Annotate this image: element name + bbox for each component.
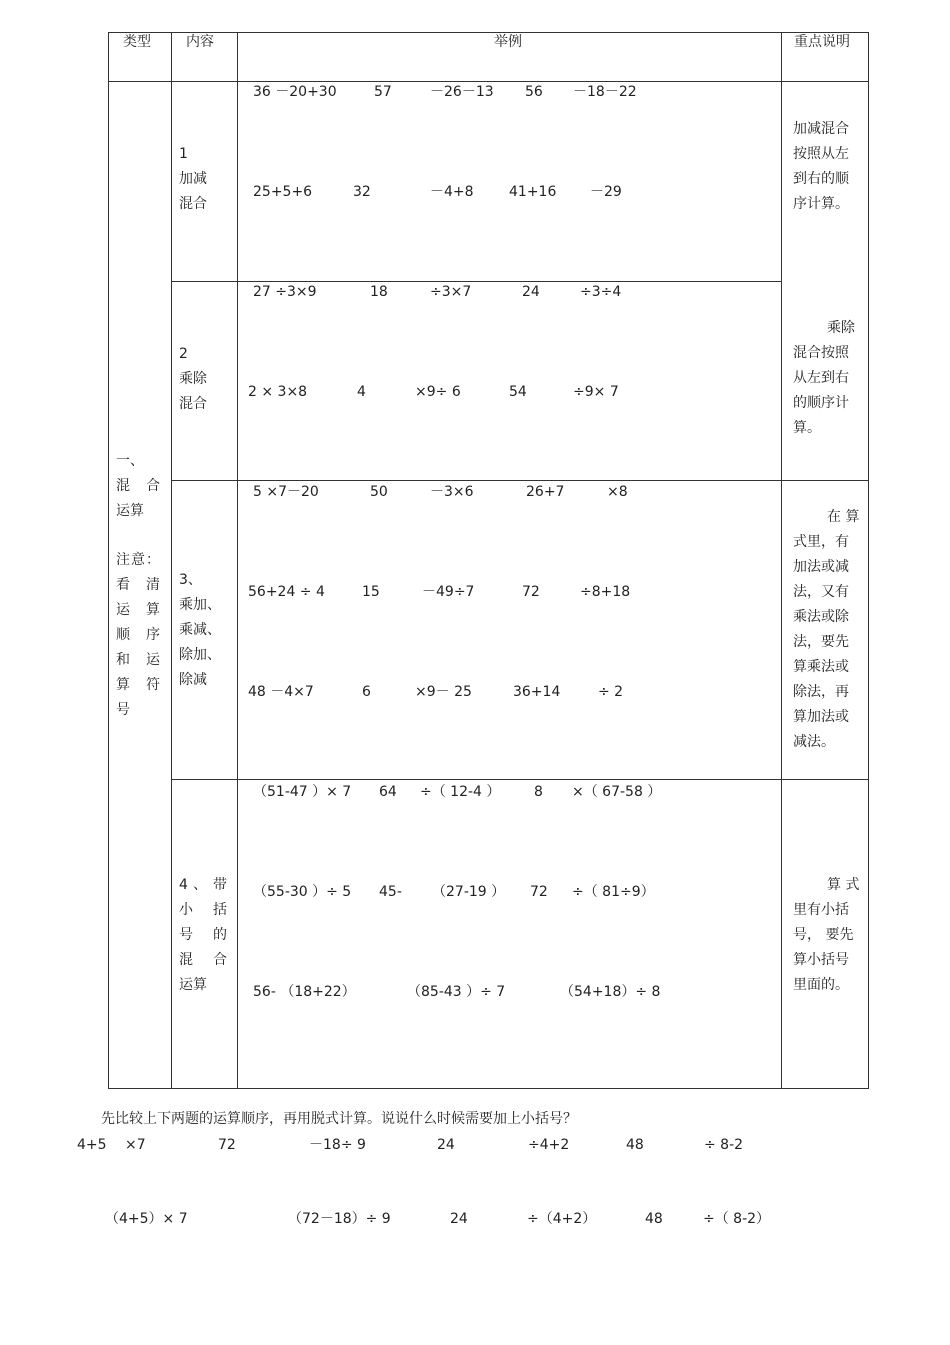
- content-line: 乘加、: [179, 597, 221, 613]
- key-line: 乘除: [827, 320, 855, 336]
- content-line: 小 括: [179, 902, 227, 918]
- key-line: 除法，再: [793, 684, 849, 700]
- row-divider-1: [171, 281, 781, 282]
- content-line: 运算: [179, 977, 207, 993]
- expression: （85-43 ）÷ 7: [407, 984, 506, 1000]
- header-type: 类型: [123, 34, 151, 50]
- exercise-expression: ÷（4+2）: [527, 1211, 597, 1227]
- content-line: 除减: [179, 672, 207, 688]
- content-line: 1: [179, 146, 188, 162]
- expression: ÷（ 81÷9）: [572, 884, 655, 900]
- category-note: [116, 548, 160, 723]
- note-line: 号: [116, 702, 130, 718]
- note-line: 顺 序: [116, 627, 160, 643]
- expression: 41+16: [509, 184, 557, 200]
- row2-key: [793, 316, 855, 441]
- row2-content: [179, 342, 207, 417]
- expression: 24: [522, 284, 540, 300]
- header-content: 内容: [186, 34, 214, 50]
- expression: 15: [362, 584, 380, 600]
- exercise-expression: （4+5）× 7: [105, 1211, 188, 1227]
- key-line: 里有小括: [793, 902, 849, 918]
- content-line: 加减: [179, 171, 207, 187]
- expression: 64: [379, 784, 397, 800]
- row4-key: [793, 873, 859, 998]
- key-line: 序计算。: [793, 196, 849, 212]
- key-line: 式里，有: [793, 534, 849, 550]
- key-line: 法，又有: [793, 584, 849, 600]
- category-line1: 一、: [116, 453, 144, 469]
- key-line: 算 式: [827, 877, 860, 893]
- table-border-left: [108, 32, 109, 1089]
- key-line: 在 算: [827, 509, 860, 525]
- content-line: 混 合: [179, 952, 227, 968]
- content-line: 混合: [179, 396, 207, 412]
- expression: 26+7: [526, 484, 565, 500]
- category-line2: 混 合: [116, 478, 160, 494]
- expression: 72: [530, 884, 548, 900]
- note-line: 注意：: [116, 552, 160, 568]
- col-divider-1: [171, 32, 172, 1089]
- expression: ×8: [607, 484, 628, 500]
- note-line: 看 清: [116, 577, 160, 593]
- key-line: 的顺序计: [793, 395, 849, 411]
- expression: 25+5+6: [253, 184, 313, 200]
- exercise-expression: 24: [450, 1211, 468, 1227]
- expression: －18－22: [573, 84, 637, 100]
- row-divider-2: [171, 480, 869, 481]
- expression: 36 －20+30: [253, 84, 337, 100]
- expression: ×9÷ 6: [415, 384, 461, 400]
- exercise-expression: ×7: [125, 1137, 146, 1153]
- note-line: 和 运: [116, 652, 160, 668]
- table-border-top: [108, 32, 869, 33]
- expression: 57: [374, 84, 392, 100]
- expression: （27-19 ）: [432, 884, 506, 900]
- key-line: 算加法或: [793, 709, 849, 725]
- expression: －26－13: [430, 84, 494, 100]
- content-line: 4 、 带: [179, 877, 227, 893]
- exercise-expression: （72－18）÷ 9: [288, 1211, 391, 1227]
- expression: －49÷7: [422, 584, 475, 600]
- exercise-expression: 24: [437, 1137, 455, 1153]
- expression: 32: [353, 184, 371, 200]
- expression: 36+14: [513, 684, 561, 700]
- expression: （54+18）÷ 8: [560, 984, 661, 1000]
- key-line: 从左到右: [793, 370, 849, 386]
- content-line: 乘除: [179, 371, 207, 387]
- col-divider-3: [781, 32, 782, 1089]
- table-header-divider: [108, 81, 869, 82]
- col-divider-2: [237, 32, 238, 1089]
- expression: （51-47 ）× 7: [253, 784, 352, 800]
- expression: ÷ 2: [598, 684, 624, 700]
- row4-content: [179, 873, 227, 998]
- row-divider-3: [171, 779, 869, 780]
- expression: 56: [525, 84, 543, 100]
- key-line: 法，要先: [793, 634, 849, 650]
- expression: 4: [357, 384, 366, 400]
- expression: 72: [522, 584, 540, 600]
- expression: 54: [509, 384, 527, 400]
- expression: 50: [370, 484, 388, 500]
- expression: 5 ×7－20: [253, 484, 319, 500]
- content-line: 3、: [179, 572, 202, 588]
- key-line: 乘法或除: [793, 609, 849, 625]
- expression: 48 －4×7: [248, 684, 314, 700]
- expression: ÷3÷4: [580, 284, 622, 300]
- exercise-prompt: 先比较上下两题的运算顺序，再用脱式计算。说说什么时候需要加上小括号？: [101, 1111, 577, 1127]
- exercise-expression: ÷4+2: [528, 1137, 570, 1153]
- key-line: 减法。: [793, 734, 835, 750]
- expression: －29: [590, 184, 622, 200]
- expression: 56- （18+22）: [253, 984, 356, 1000]
- exercise-expression: 72: [218, 1137, 236, 1153]
- expression: ÷8+18: [580, 584, 631, 600]
- content-line: 除加、: [179, 647, 221, 663]
- content-line: 乘减、: [179, 622, 221, 638]
- row1-key: [793, 117, 849, 217]
- expression: －3×6: [430, 484, 474, 500]
- expression: 18: [370, 284, 388, 300]
- key-line: 算乘法或: [793, 659, 849, 675]
- row3-content: [179, 568, 221, 693]
- key-line: 加法或减: [793, 559, 849, 575]
- exercise-expression: －18÷ 9: [309, 1137, 366, 1153]
- key-line: 加减混合: [793, 121, 849, 137]
- row1-content: [179, 142, 207, 217]
- expression: ÷3×7: [430, 284, 472, 300]
- expression: ÷9× 7: [573, 384, 619, 400]
- category-line3: 运算: [116, 503, 144, 519]
- content-line: 混合: [179, 196, 207, 212]
- exercise-expression: ÷（ 8-2）: [703, 1211, 771, 1227]
- expression: 8: [534, 784, 543, 800]
- expression: ×9－ 25: [415, 684, 472, 700]
- table-border-right: [868, 32, 869, 1089]
- content-line: 号 的: [179, 927, 227, 943]
- table-border-bottom: [108, 1088, 869, 1089]
- key-line: 号， 要先: [793, 927, 854, 943]
- key-line: 里面的。: [793, 977, 849, 993]
- note-line: 运 算: [116, 602, 160, 618]
- expression: 45-: [379, 884, 402, 900]
- expression: ×（ 67-58 ）: [572, 784, 662, 800]
- header-example: 举例: [494, 34, 522, 50]
- expression: －4+8: [430, 184, 474, 200]
- key-line: 算小括号: [793, 952, 849, 968]
- expression: 2 × 3×8: [248, 384, 308, 400]
- note-line: 算 符: [116, 677, 160, 693]
- key-line: 算。: [793, 420, 821, 436]
- row3-key: [793, 505, 859, 755]
- key-line: 到右的顺: [793, 171, 849, 187]
- exercise-expression: 48: [626, 1137, 644, 1153]
- expression: 56+24 ÷ 4: [248, 584, 325, 600]
- expression: （55-30 ）÷ 5: [253, 884, 352, 900]
- exercise-expression: ÷ 8-2: [704, 1137, 744, 1153]
- exercise-expression: 4+5: [77, 1137, 107, 1153]
- expression: 27 ÷3×9: [253, 284, 317, 300]
- exercise-expression: 48: [645, 1211, 663, 1227]
- key-line: 混合按照: [793, 345, 849, 361]
- content-line: 2: [179, 346, 188, 362]
- expression: 6: [362, 684, 371, 700]
- header-key: 重点说明: [794, 34, 850, 50]
- key-line: 按照从左: [793, 146, 849, 162]
- expression: ÷（ 12-4 ）: [420, 784, 501, 800]
